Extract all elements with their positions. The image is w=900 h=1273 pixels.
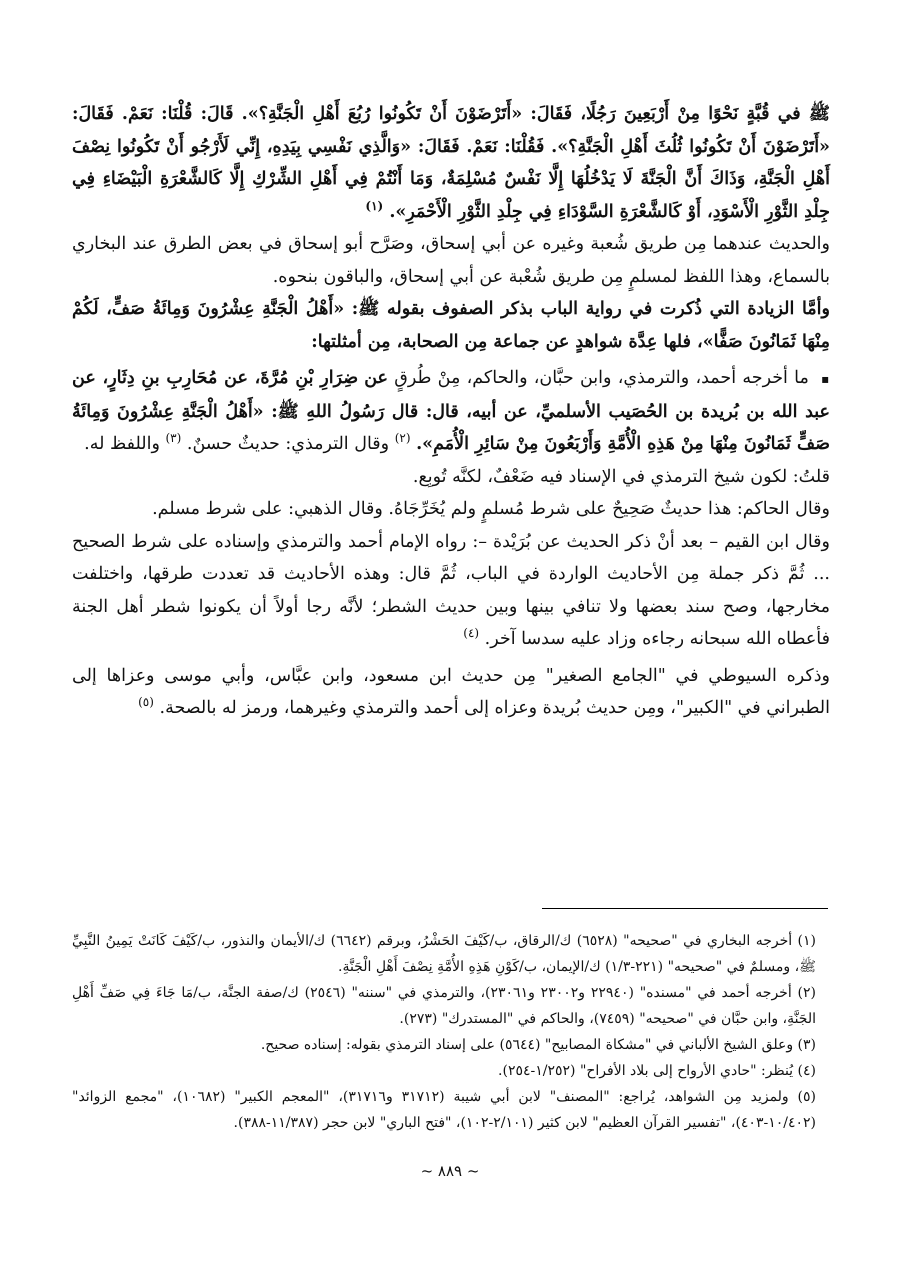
footnote-ref-5: (٥) xyxy=(138,695,154,710)
footnote-2: (٢) أخرجه أحمد في "مسنده" (٢٢٩٤٠ و٢٣٠٠٢ و٢٣٠٦١)، والترمذي في "سننه" (٢٥٤٦) ك/صفة الجنَّة، ب/مَا جَاءَ فِي صَفِّ أَهْلِ الجَنَّةِ، وابن حبَّان في "صحيحه" (٧٤٥٩)، والحاكم في "المستدرك" (٢٧٣). xyxy=(72,985,817,1027)
footnote-1: (١) أخرجه البخاري في "صحيحه" (٦٥٢٨) ك/الرقاق، ب/كَيْفَ الحَشْرُ، وبرقم (٦٦٤٢) ك/الأيمان والنذور، ب/كَيْفَ كَانَتْ يَمِينُ النَّبِيِّ ﷺ، ومسلمٌ في "صحيحه" (٢٢١-١/٣) ك/الإيمان، ب/كَوْنِ هَذِهِ الأُمَّةِ نِصْفَ أَهْلِ الْجَنَّةِ. xyxy=(72,933,816,975)
footnote-4: (٤) يُنظر: "حادي الأرواح إلى بلاد الأفراح" (١/٢٥٢-٢٥٤). xyxy=(498,1063,816,1079)
main-text xyxy=(72,98,830,725)
ibn-qayyim-text: وقال ابن القيم – بعد أنْ ذكر الحديث عن بُرَيْدة –: رواه الإمام أحمد والترمذي وإسناده على شرط الصحيح ... ثُمَّ ذكر جملة مِن الأحاديث الواردة في الباب، ثُمَّ قال: وهذه الأحاديث قد تعددت طرقها، واختلفت مخارجها، وصح سند بعضها ولا تنافي بينها وبين حديث الشطر؛ لأنَّه رجا أولاً أن يكونوا شطر أهل الجنة فأعطاه الله سبحانه رجاءه وزاد عليه سدسا آخر. xyxy=(72,531,830,649)
bullet-text-grade: وقال الترمذي: حديثٌ حسنٌ. xyxy=(186,434,390,454)
bullet-text-hadith: عن ضِرَارِ بْنِ مُرَّةَ، عن مُحَارِبِ بنِ دِثَارٍ، عن عبد الله بن بُريدة بن الحُصَيب الأسلميِّ، عن أبيه، قال: قال رَسُولُ اللهِ ﷺ: «أَهْلُ الْجَنَّةِ عِشْرُونَ وَمِائَةُ صَفٍّ ثَمَانُونَ مِنْهَا مِنْ هَذِهِ الْأُمَّةِ وَأَرْبَعُونَ مِنْ سَائِرِ الْأُمَمِ». xyxy=(72,368,830,454)
footnote-ref-1: (١) xyxy=(365,198,384,213)
hadith-text: ﷺ في قُبَّةٍ نَحْوًا مِنْ أَرْبَعِينَ رَجُلًا، فَقَالَ: «أَتَرْضَوْنَ أَنْ تَكُونُوا رُبُعَ أَهْلِ الْجَنَّةِ؟». قَالَ: قُلْنَا: نَعَمْ. فَقَالَ: «أَتَرْضَوْنَ أَنْ تَكُونُوا ثُلُثَ أَهْلِ الْجَنَّةِ؟». فَقُلْنَا: نَعَمْ. فَقَالَ: «وَالَّذِي نَفْسِي بِيَدِهِ، إِنِّي لَأَرْجُو أَنْ تَكُونُوا نِصْفَ أَهْلِ الْجَنَّةِ، وَذَاكَ أَنَّ الْجَنَّةَ لَا يَدْخُلُهَا إِلَّا نَفْسٌ مُسْلِمَةٌ، وَمَا أَنْتُمْ فِي أَهْلِ الشِّرْكِ إِلَّا كَالشَّعْرَةِ الْبَيْضَاءِ فِي جِلْدِ الثَّوْرِ الْأَسْوَدِ، أَوْ كَالشَّعْرَةِ السَّوْدَاءِ فِي جِلْدِ الثَّوْرِ الْأَحْمَرِ». xyxy=(72,104,830,222)
footnotes xyxy=(72,928,830,1136)
note-paragraph: قلتُ: لكون شيخ الترمذي في الإسناد فيه ضَعْفٌ، لكنَّه تُوبِع. xyxy=(412,466,830,487)
footnote-ref-4: (٤) xyxy=(463,626,480,641)
suyuti-paragraph xyxy=(72,660,830,725)
bullet-icon: ▪ xyxy=(821,372,830,386)
hadith-paragraph xyxy=(72,98,830,228)
suyuti-text: وذكره السيوطي في "الجامع الصغير" مِن حديث ابن مسعود، وابن عبَّاس، وأبي موسى وعزاها إلى الطبراني في "الكبير"، ومِن حديث بُريدة وعزاه إلى أحمد والترمذي وغيرهما، ورمز له بالصحة. xyxy=(72,665,830,718)
bullet-text-wording: واللفظ له. xyxy=(84,434,160,454)
footnote-ref-2: (٢) xyxy=(394,431,411,446)
chain-paragraph: والحديث عندهما مِن طريق شُعبة وغيره عن أبي إسحاق، وصَرَّح أبو إسحاق في بعض الطرق عند البخاري بالسماع، وهذا اللفظ لمسلمٍ مِن طريق شُعْبة عن أبي إسحاق، والباقون بنحوه. xyxy=(72,234,830,287)
bullet-text-intro: ما أخرجه أحمد، والترمذي، وابن حبَّان، والحاكم، مِنْ طُرقٍ xyxy=(394,368,809,388)
footnote-3: (٣) وعلق الشيخ الألباني في "مشكاة المصابيح" (٥٦٤٤) على إسناد الترمذي بقوله: إسناده صحيح. xyxy=(260,1037,816,1053)
page-number: ~ ٨٨٩ ~ xyxy=(420,1162,480,1180)
hakim-paragraph: وقال الحاكم: هذا حديثٌ صَحِيحٌ على شرط مُسلمٍ ولم يُخَرِّجَاهُ. وقال الذهبي: على شرط مسلم. xyxy=(152,499,830,519)
addition-paragraph: وأمَّا الزيادة التي ذُكرت في رواية الباب بذكر الصفوف بقوله ﷺ: «أَهْلُ الْجَنَّةِ عِشْرُونَ وَمِائَةُ صَفٍّ، لَكُمْ مِنْهَا ثَمَانُونَ صَفًّا»، فلها عِدَّة شواهدٍ عن جماعة مِن الصحابة، مِن أمثلتها: xyxy=(72,299,830,352)
bullet-paragraph xyxy=(72,362,830,461)
footnote-divider xyxy=(542,908,828,909)
ibn-qayyim-paragraph xyxy=(72,526,830,656)
footnote-5: (٥) ولمزيد مِن الشواهد، يُراجع: "المصنف" لابن أبي شيبة (٣١٧١٢ و٣١٧١٦)، "المعجم الكبير" (١٠٦٨٢)، "مجمع الزوائد" (١٠/٤٠٢-٤٠٣)، "تفسير القرآن العظيم" لابن كثير (٢/١٠١-١٠٢)، "فتح الباري" لابن حجر (١١/٣٨٧-٣٨٨). xyxy=(72,1089,816,1131)
footnote-ref-3: (٣) xyxy=(165,431,182,446)
